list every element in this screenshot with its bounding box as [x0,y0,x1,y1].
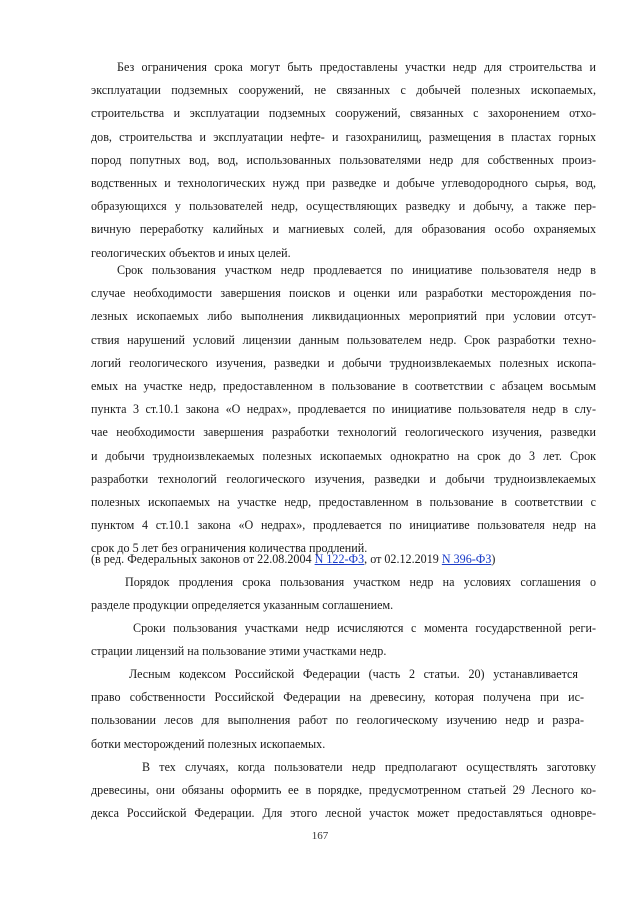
text-line: декса Российской Федерации. Для этого лесной участок может предоставляться одновре- [91,806,596,821]
text-line: водственных и технологических нужд при разведке и добыче углеводородного сырья, вод, [91,175,596,190]
text-line: Порядок продления срока пользования участком недр на условиях соглашения о [125,575,596,589]
text-line: лезных ископаемых либо выполнения ликвидационных мероприятий при условии отсут- [91,309,596,324]
text-line: Сроки пользования участками недр исчисляются с момента государственной реги- [133,621,596,635]
text-line: образующихся у пользователей недр, осуществляющих разведку и добычу, а также пер- [91,199,596,214]
text-line: ботки месторождений полезных ископаемых. [91,736,326,751]
amendment-prefix: (в ред. Федеральных законов от 22.08.2004 [91,552,315,566]
text-line: страции лицензий на пользование этими участками недр. [91,644,387,659]
text-line: древесины, они обязаны оформить ее в порядке, предусмотренном статьей 29 Лесного ко- [91,783,596,798]
text-line: емых на участке недр, предоставленном в пользование в соответствии с абзацем восьмым [91,378,596,393]
text-line: полезных ископаемых на участке недр, предоставленном в пользование в соответствии с [91,494,596,509]
text-line: Лесным кодексом Российской Федерации (часть 2 статьи. 20) устанавливается [129,667,578,681]
amendment-middle: , от 02.12.2019 [364,552,442,566]
text-line: ствия нарушений условий лицензии данным пользователем недр. Срок разработки техно- [91,332,596,347]
text-line: эксплуатации подземных сооружений, не связанных с добычей полезных ископаемых, [91,83,596,98]
text-line: Срок пользования участком недр продлевается по инициативе пользователя недр в [117,263,596,277]
paragraph-forest-code [91,663,596,756]
text-line: геологических объектов и иных целей. [91,245,291,260]
text-line: пород попутных вод, вод, использованных пользователями недр для собственных произ- [91,152,596,167]
amendment-note [91,548,596,571]
text-line: чае необходимости завершения разработки технологий геологического изучения, разведки [91,425,596,440]
text-line: В тех случаях, когда пользователи недр предполагают осуществлять заготовку [142,760,596,774]
text-line: пункта 3 ст.10.1 закона «О недрах», продлевается по инициативе пользователя недр в слу- [91,402,596,417]
text-line: и добычи трудноизвлекаемых полезных ископаемых однократно на срок до 3 лет. Срок [91,448,596,463]
text-line: пунктом 4 ст.10.1 закона «О недрах», продлевается по инициативе пользователя недр на [91,518,596,533]
text-line: пользовании лесов для выполнения работ по геологическому изучению недр и разра- [91,713,584,728]
text-line: разработки технологий геологического изучения, разведки и добычи трудноизвлекаемых [91,471,596,486]
paragraph-term-extension [91,259,596,560]
text-line: срок до 5 лет без ограничения количества продлений. [91,541,368,556]
paragraph-term-calculation [91,617,596,663]
paragraph-unlimited-term [91,56,596,265]
law-link-122[interactable]: N 122-ФЗ [314,552,365,566]
page-number: 167 [311,830,329,842]
text-line: дов, строительства и эксплуатации нефте- и газохранилищ, размещения в пластах горных [91,129,596,144]
text-line: разделе продукции определяется указанным соглашением. [91,598,394,613]
text-line: вичную переработку калийных и магниевых солей, для образования особо охраняемых [91,222,596,237]
law-link-396[interactable]: N 396-ФЗ [441,552,492,566]
text-line: право собственности Российской Федерации на древесину, которая получена при ис- [91,690,584,705]
text-line: строительства и эксплуатации подземных сооружений, связанных с захоронением отхо- [91,106,596,121]
paragraph-timber-harvest [91,756,596,826]
text-line: логий геологического изучения, разведки и добычи трудноизвлекаемых полезных ископа- [91,355,596,370]
text-line: Без ограничения срока могут быть предоставлены участки недр для строительства и [117,60,596,74]
paragraph-psa-extension [91,571,596,617]
amendment-suffix: ) [491,552,496,566]
text-line: случае необходимости завершения поисков и оценки или разработки месторождения по- [91,286,596,301]
